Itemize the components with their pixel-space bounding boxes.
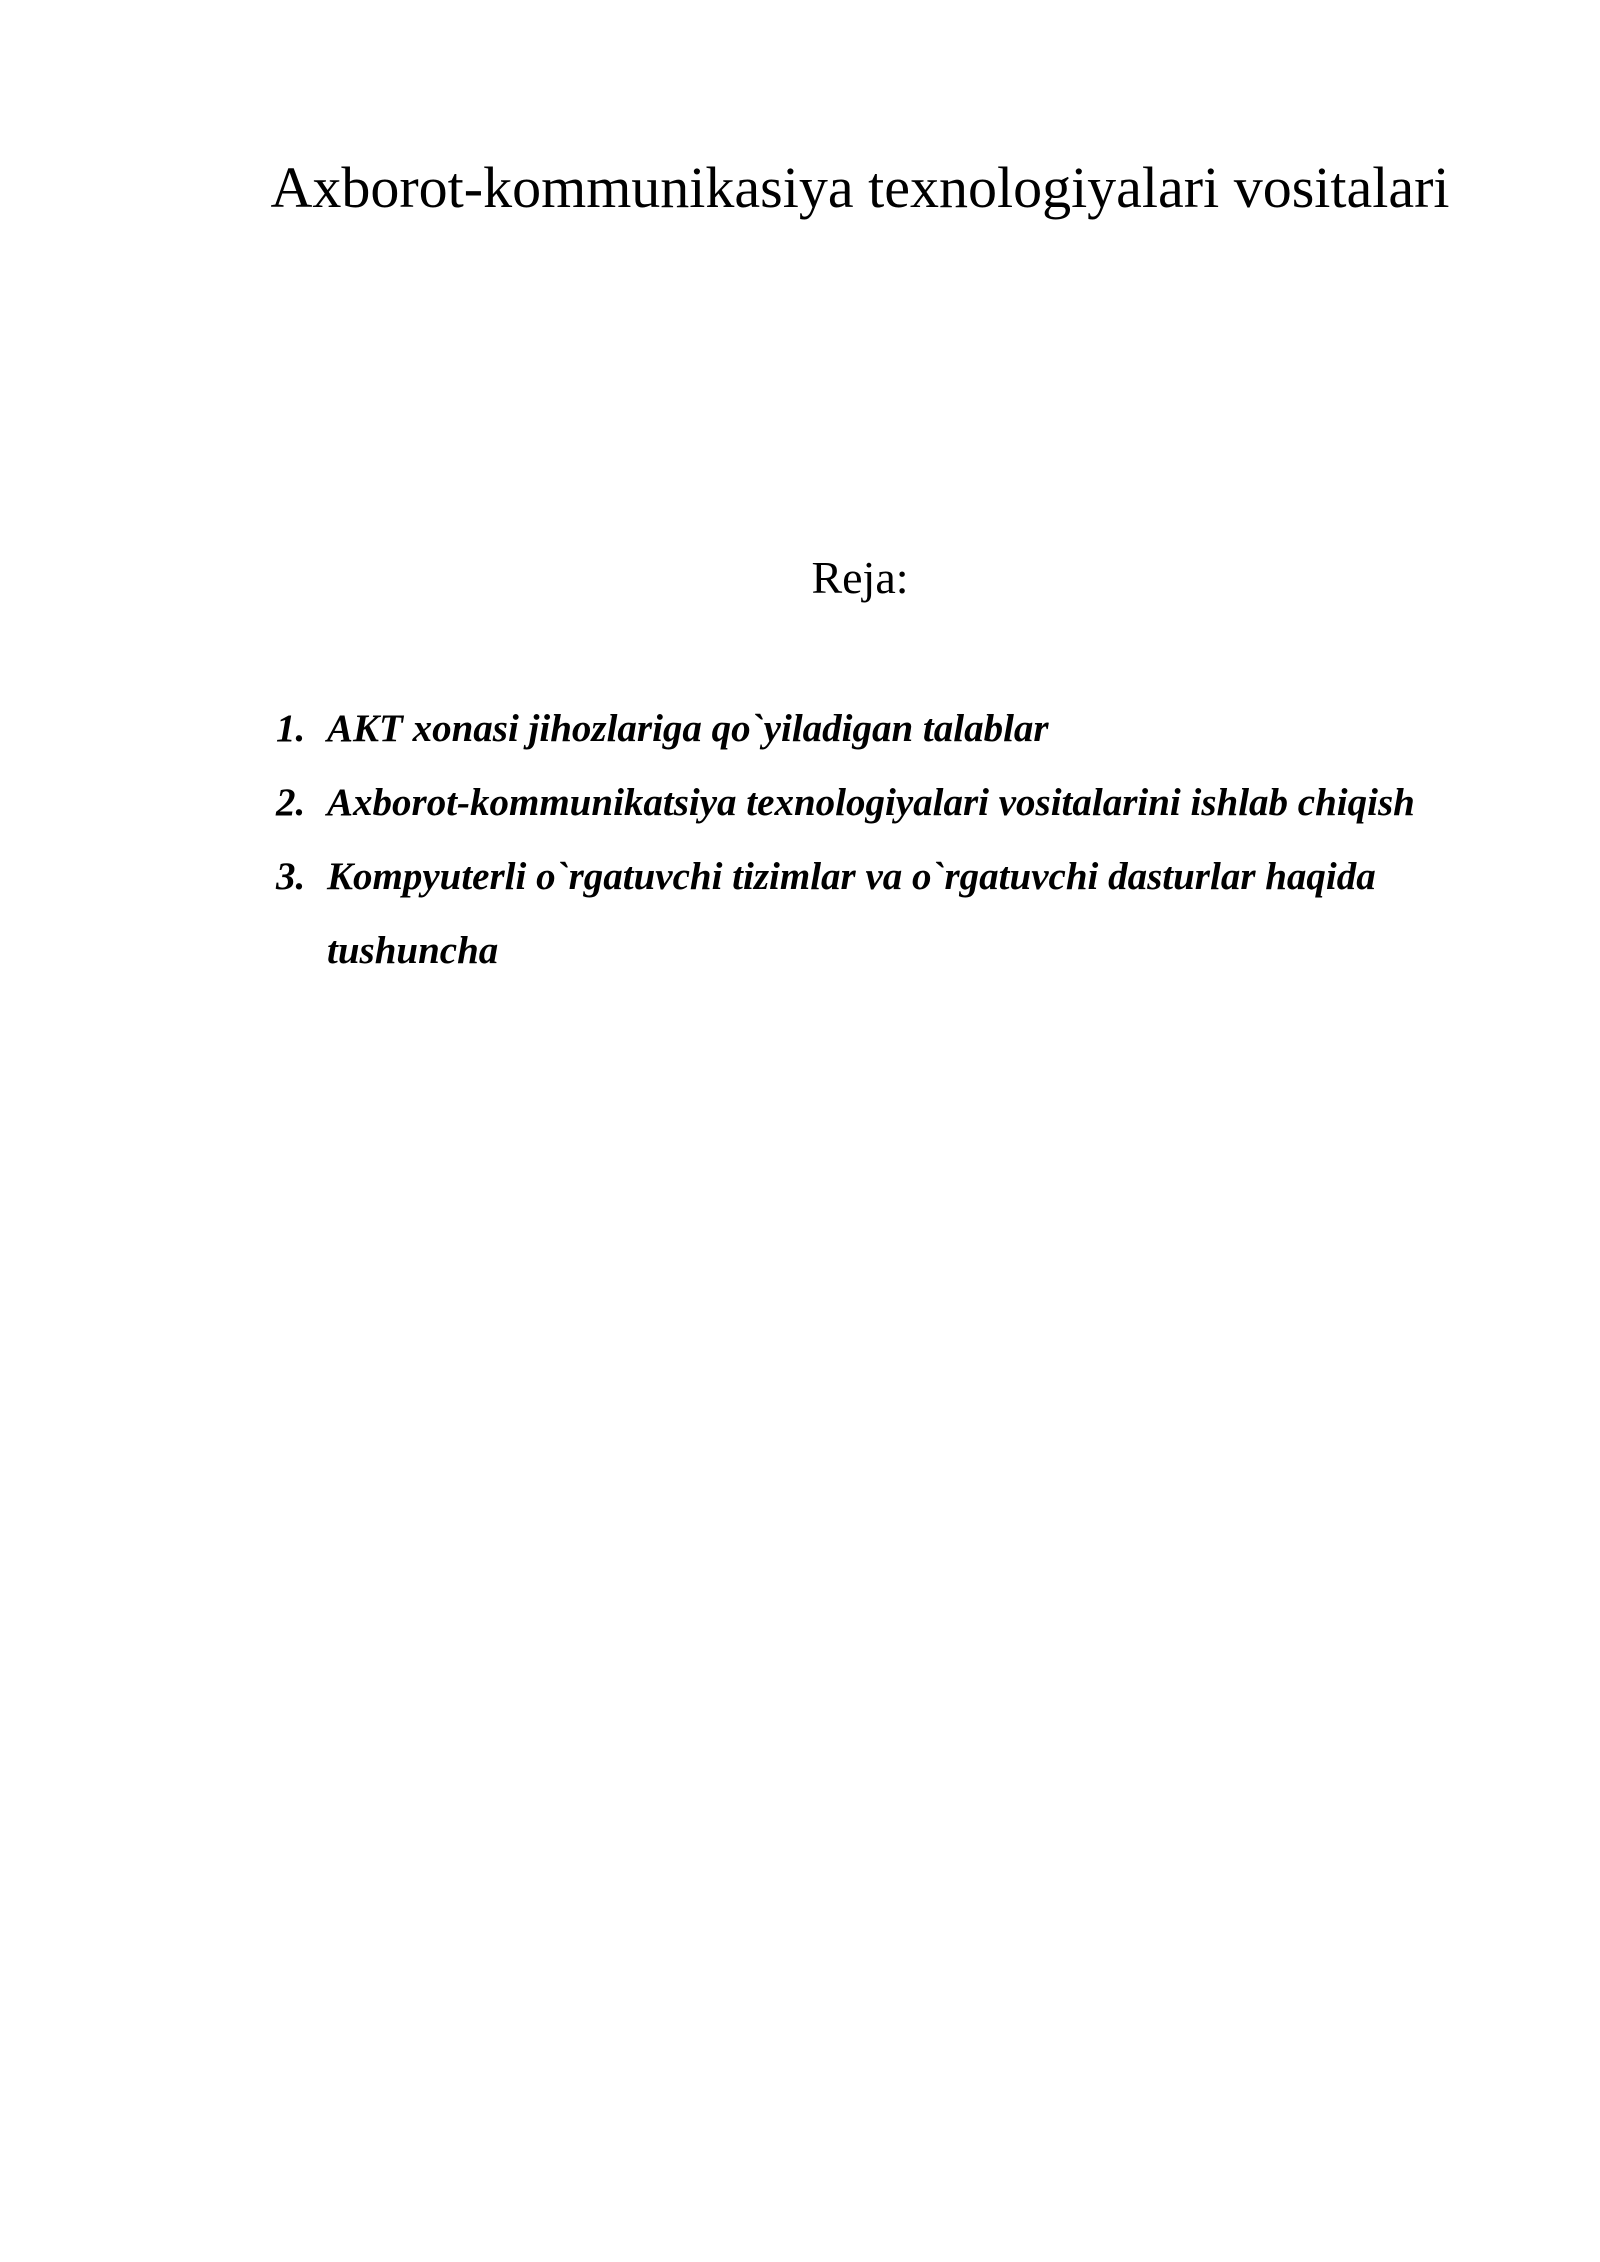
plan-item-text: Axborot-kommunikatsiya texnologiyalari vositalarini ishlab chiqish bbox=[327, 781, 1415, 824]
document-title: Axborot-kommunikasiya texnologiyalari vositalari bbox=[270, 155, 1450, 220]
plan-item bbox=[276, 766, 1506, 840]
plan-item-number: 1. bbox=[276, 707, 306, 750]
plan-item-text: Kompyuterli o`rgatuvchi tizimlar va o`rgatuvchi dasturlar haqida tushuncha bbox=[327, 855, 1376, 972]
plan-item-text: AKT xonasi jihozlariga qo`yiladigan talablar bbox=[327, 707, 1049, 750]
plan-item bbox=[276, 692, 1506, 766]
plan-item bbox=[276, 840, 1506, 988]
plan-item-number: 3. bbox=[276, 855, 306, 898]
plan-item-number: 2. bbox=[276, 781, 306, 824]
plan-heading: Reja: bbox=[811, 552, 909, 603]
plan-list bbox=[276, 692, 1506, 988]
